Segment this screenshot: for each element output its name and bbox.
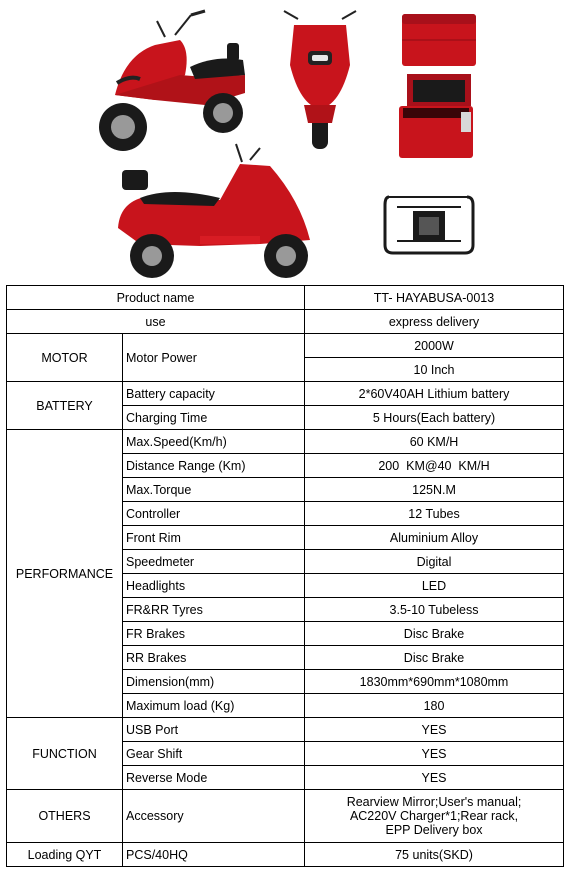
- scooter-front-three-quarter-image: [95, 5, 255, 155]
- spec-value: 125N.M: [305, 478, 564, 502]
- spec-label: Max.Torque: [123, 478, 305, 502]
- scooter-front-image: [280, 5, 360, 155]
- table-row: [7, 334, 564, 358]
- spec-value: YES: [305, 718, 564, 742]
- loading-label: Loading QYT: [7, 843, 123, 867]
- spec-value: 5 Hours(Each battery): [305, 406, 564, 430]
- spec-label: Dimension(mm): [123, 670, 305, 694]
- spec-value: Digital: [305, 550, 564, 574]
- spec-label: Distance Range (Km): [123, 454, 305, 478]
- motor-category: MOTOR: [7, 334, 123, 382]
- spec-label: Max.Speed(Km/h): [123, 430, 305, 454]
- motor-power-label: Motor Power: [123, 334, 305, 382]
- others-category: OTHERS: [7, 790, 123, 843]
- accessory-line: Rearview Mirror;User's manual;: [346, 795, 522, 809]
- spec-table: [6, 285, 564, 867]
- spec-value: 2*60V40AH Lithium battery: [305, 382, 564, 406]
- spec-label: FR Brakes: [123, 622, 305, 646]
- spec-label: Battery capacity: [123, 382, 305, 406]
- product-name-label: Product name: [7, 286, 305, 310]
- battery-category: BATTERY: [7, 382, 123, 430]
- spec-value: 1830mm*690mm*1080mm: [305, 670, 564, 694]
- performance-category: PERFORMANCE: [7, 430, 123, 718]
- spec-value: Disc Brake: [305, 646, 564, 670]
- spec-label: FR&RR Tyres: [123, 598, 305, 622]
- product-photos: [0, 0, 571, 283]
- loading-sublabel: PCS/40HQ: [123, 843, 305, 867]
- delivery-box-open-image: [395, 72, 477, 164]
- spec-label: Speedmeter: [123, 550, 305, 574]
- motor-power-value: 2000W: [305, 334, 564, 358]
- spec-value: 180: [305, 694, 564, 718]
- spec-value: LED: [305, 574, 564, 598]
- rear-rack-image: [383, 187, 475, 263]
- spec-value: 60 KM/H: [305, 430, 564, 454]
- motor-power-value2: 10 Inch: [305, 358, 564, 382]
- table-row: [7, 718, 564, 742]
- spec-label: Headlights: [123, 574, 305, 598]
- spec-value: Aluminium Alloy: [305, 526, 564, 550]
- spec-label: USB Port: [123, 718, 305, 742]
- accessory-label: Accessory: [123, 790, 305, 843]
- spec-value: YES: [305, 742, 564, 766]
- table-row: [7, 430, 564, 454]
- spec-label: Reverse Mode: [123, 766, 305, 790]
- spec-label: Front Rim: [123, 526, 305, 550]
- spec-value: 3.5-10 Tubeless: [305, 598, 564, 622]
- spec-label: Maximum load (Kg): [123, 694, 305, 718]
- spec-value: YES: [305, 766, 564, 790]
- accessory-value: [305, 790, 564, 843]
- spec-label: Controller: [123, 502, 305, 526]
- use-label: use: [7, 310, 305, 334]
- loading-value: 75 units(SKD): [305, 843, 564, 867]
- delivery-box-closed-image: [400, 10, 480, 68]
- scooter-side-rear-image: [110, 140, 325, 280]
- spec-value: Disc Brake: [305, 622, 564, 646]
- function-category: FUNCTION: [7, 718, 123, 790]
- accessory-line: AC220V Charger*1;Rear rack,: [349, 809, 519, 823]
- table-row: [7, 382, 564, 406]
- spec-value: 200 KM@40 KM/H: [305, 454, 564, 478]
- product-name-value: TT- HAYABUSA-0013: [305, 286, 564, 310]
- table-row: [7, 310, 564, 334]
- spec-label: RR Brakes: [123, 646, 305, 670]
- use-value: express delivery: [305, 310, 564, 334]
- accessory-line: EPP Delivery box: [385, 823, 483, 837]
- spec-value: 12 Tubes: [305, 502, 564, 526]
- spec-label: Charging Time: [123, 406, 305, 430]
- table-row: [7, 286, 564, 310]
- table-row: [7, 843, 564, 867]
- table-row: [7, 790, 564, 843]
- spec-label: Gear Shift: [123, 742, 305, 766]
